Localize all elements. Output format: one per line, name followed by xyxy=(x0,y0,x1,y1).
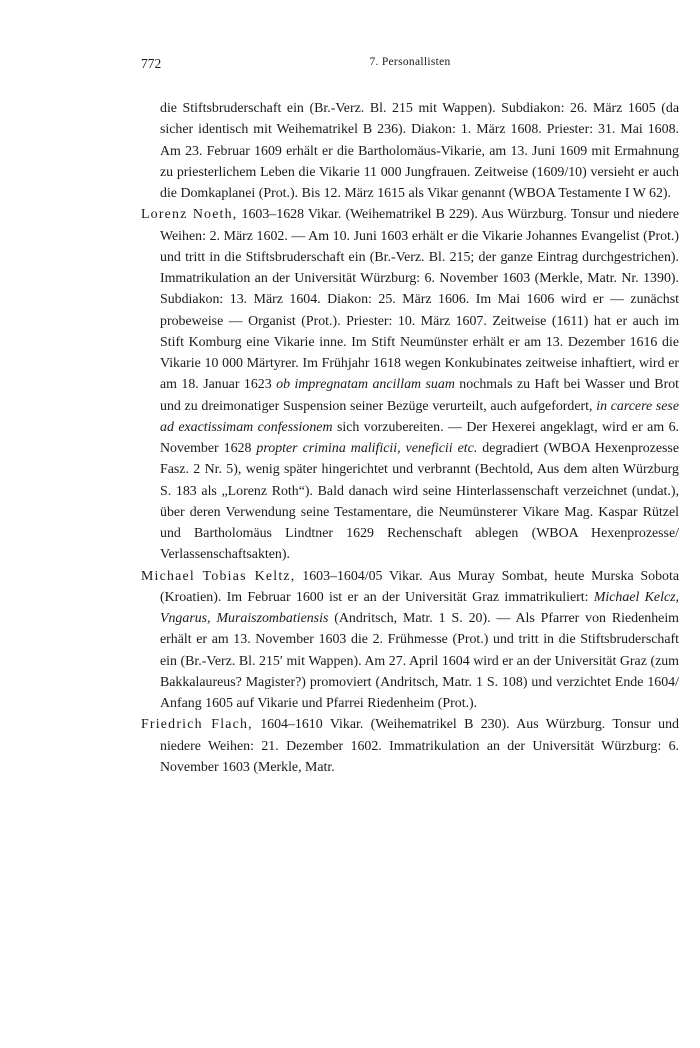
person-name: Lorenz Noeth, xyxy=(141,207,238,223)
running-head: 7. Personallisten xyxy=(369,56,451,68)
latin-quote: ob impregnatam ancillam suam xyxy=(276,377,455,393)
latin-quote: Michael Kelcz, Vngarus, Muraiszombatiensis xyxy=(160,589,679,626)
entry-text: 1603–1628 Vikar. (Weihematrikel B 229). Aus Würzburg. Tonsur und niedere Weihen: 2. März 1602. — Am 10. Juni 1603 erhält er die Vikarie Johannes Evangelist (Prot.) und tritt in die Stiftsbruderschaft ein (Br.-Verz. Bl. 215; der ganze Eintrag durchgestrichen). Immatrikulation an der Universität Würzburg: 6. November 1603 (Merkle, Matr. Nr. 1390). Subdiakon: 13. März 1604. Diakon: 25. März 1606. Im Mai 1606 wird er — zunächst probeweise — Organist (Prot.). Priester: 10. März 1607. Zeitweise (1611) hat er auch im Stift Komburg eine Vikarie inne. Im Stift Neumünster erhält er am 13. Dezember 1616 die Vikarie 10 000 Märtyrer. Im Frühjahr 1618 wegen Konkubinates zeitweise inhaftiert, wird er am 18. Januar 1623 xyxy=(160,207,679,393)
entry-text: degradiert (WBOA Hexenprozesse Fasz. 2 Nr. 5), wenig später hingerichtet und verbrannt (Bechtold, Aus dem alten Würzburg S. 183 als „Lorenz Roth“). Bald danach wird seine Hinterlassenschaft verzeichnet (undat.), über deren Verwendung seine Testamentare, die Neumünsterer Vikare Mag. Kaspar Rützel und Bartholomäus Lindtner 1629 Rechenschaft ablegen (WBOA Hexenprozesse/ Verlassenschaftsakten). xyxy=(160,441,679,563)
entry-text: sich vorzubereiten. — Der Hexerei angeklagt, wird er am 6. November 1628 xyxy=(160,419,680,456)
entry-text: nochmals zu Haft bei Wasser und Brot und zu dreimonatiger Suspension seiner Bezüge verurteilt, auch aufgefordert, xyxy=(160,377,679,414)
latin-quote: in carcere sese ad exactissimam confessionem xyxy=(160,398,680,435)
entry-lorenz-noeth xyxy=(141,204,679,565)
entry-friedrich-flach xyxy=(141,714,679,778)
page-header xyxy=(141,56,679,76)
entry-text: (Andritsch, Matr. 1 S. 20). — Als Pfarrer von Riedenheim erhält er am 13. November 1603 die 2. Frühmesse (Prot.) und tritt in die Stiftsbruderschaft ein (Br.-Verz. Bl. 215′ mit Wappen). Am 27. April 1604 wird er an der Universität Graz (zum Bakkalaureus? Magister?) promoviert (Andritsch, Matr. 1 S. 108) und verzichtet Ende 1604/ Anfang 1605 auf Vikarie und Pfarrei Riedenheim (Prot.). xyxy=(160,611,679,711)
person-name: Friedrich Flach, xyxy=(141,717,253,733)
entry-text: 1603–1604/05 Vikar. Aus Muray Sombat, heute Murska Sobota (Kroatien). Im Februar 1600 ist er an der Universität Graz immatrikuliert: xyxy=(160,568,679,605)
entry-continuation xyxy=(141,98,679,204)
page-number: 772 xyxy=(141,56,162,71)
latin-quote: propter crimina malificii, veneficii etc. xyxy=(256,441,478,456)
person-name: Michael Tobias Keltz, xyxy=(141,568,296,584)
entry-text: 1604–1610 Vikar. (Weihematrikel B 230). Aus Würzburg. Tonsur und niedere Weihen: 21. Dezember 1602. Immatrikulation an der Universität Würzburg: 6. November 1603 (Merkle, Matr. xyxy=(160,717,679,775)
body-text xyxy=(141,98,679,778)
entry-text: die Stiftsbruderschaft ein (Br.-Verz. Bl. 215 mit Wappen). Subdiakon: 26. März 1605 (da sicher identisch mit Weihematrikel B 236). Diakon: 1. März 1608. Priester: 31. Mai 1608. Am 23. Februar 1609 erhält er die Bartholomäus-Vikarie, am 13. Juni 1609 mit Ermahnung zu priesterlichem Leben die Vikarie 11 000 Jungfrauen. Zeitweise (1609/10) versieht er auch die Domkaplanei (Prot.). Bis 12. März 1615 als Vikar genannt (WBOA Testamente I W 62). xyxy=(160,101,679,201)
entry-michael-tobias-keltz xyxy=(141,566,679,715)
